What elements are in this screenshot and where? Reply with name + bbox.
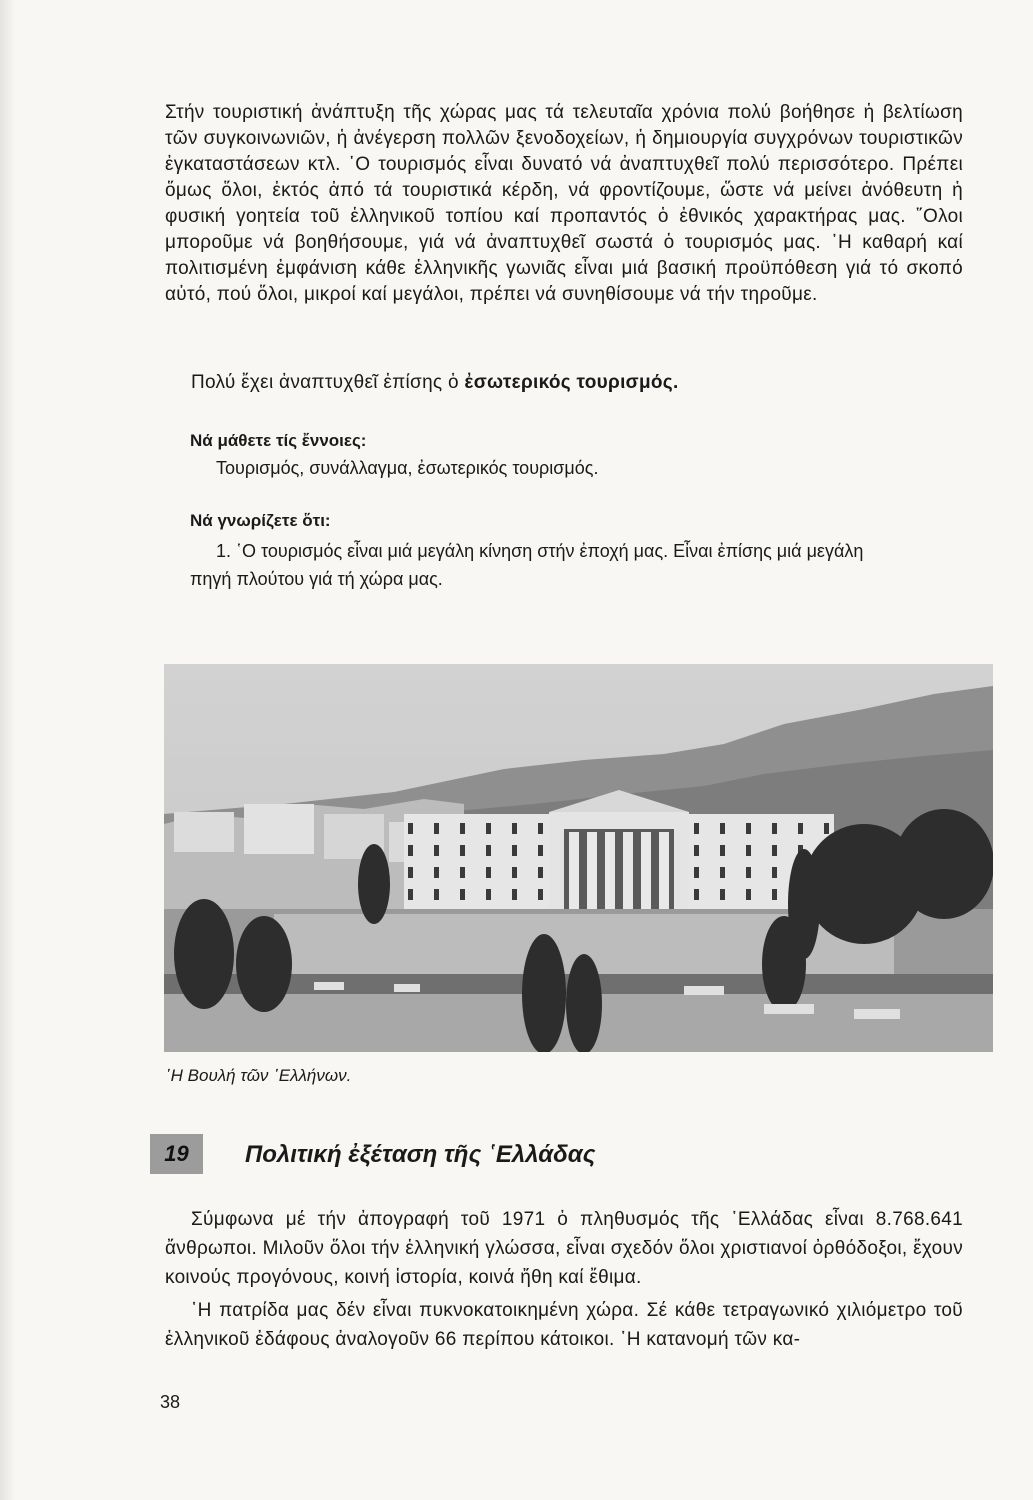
know-heading: Νά γνωρίζετε ὅτι: [190,511,331,530]
page-number: 38 [160,1392,181,1412]
section-number: 19 [150,1134,203,1174]
know-item-line-2: πηγή πλούτου γιά τή χώρα μας. [190,569,443,589]
know-item-line-1: 1. ῾Ο τουρισμός εἶναι μιά μεγάλη κίνηση στήν ἐποχή μας. Εἶναι ἐπίσης μιά μεγάλη [216,541,864,561]
photo-caption: ῾Η Βουλή τῶν ῾Ελλήνων. [165,1066,352,1085]
domestic-tourism-text: Πολύ ἔχει ἀναπτυχθεῖ ἐπίσης ὁ [191,372,465,393]
section-paragraph-2: ῾Η πατρίδα μας δέν εἶναι πυκνοκατοικημένη χώρα. Σέ κάθε τετραγωνικό χιλιόμετρο τοῦ ἑλληνικοῦ ἐδάφους ἀναλογοῦν 66 περίπου κάτοικοι. ῾Η κατανομή τῶν κα- [165,1300,963,1350]
tourism-paragraph [165,100,963,308]
domestic-tourism-term: ἐσωτερικός τουρισμός. [464,372,679,393]
page-edge-shadow [0,0,14,1500]
tourism-text: Στήν τουριστική ἀνάπτυξη τῆς χώρας μας τά τελευταῖα χρόνια πολύ βοήθησε ἡ βελτίωση τῶν συγκοινωνιῶν, ἡ ἀνέγερση πολλῶν ξενοδοχείων, ἡ δημιουργία συγχρόνων τουριστικῶν ἐγκαταστάσεων κτλ. ῾Ο τουρισμός εἶναι δυνατό νά ἀναπτυχθεῖ πολύ περισσότερο. Πρέπει ὅμως ὅλοι, ἐκτός ἀπό τά τουριστικά κέρδη, νά φροντίζουμε, ὥστε νά μείνει ἀνόθευτη ἡ φυσική γοητεία τοῦ ἑλληνικοῦ τοπίου καί προπαντός ὁ ἐθνικός χαρακτήρας μας. ῞Ολοι μποροῦμε νά βοηθήσουμε, γιά νά ἀναπτυχθεῖ σωστά ὁ τουρισμός μας. ῾Η καθαρή καί πολιτισμένη ἐμφάνιση κάθε ἑλληνικῆς γωνιᾶς εἶναι μιά βασική προϋπόθεση γιά τό σκοπό αὐτό, πού ὅλοι, μικροί καί μεγάλοι, πρέπει νά συνηθίσουμε νά τήν τηροῦμε. [165,102,963,305]
parliament-photo [164,664,993,1052]
section-paragraph-1: Σύμφωνα μέ τήν ἀπογραφή τοῦ 1971 ὁ πληθυσμός τῆς ῾Ελλάδας εἶναι 8.768.641 ἄνθρωποι. Μιλοῦν ὅλοι τήν ἑλληνική γλώσσα, εἶναι σχεδόν ὅλοι χριστιανοί ὀρθόδοξοι, ἔχουν κοινούς προγόνους, κοινή ἱστορία, κοινά ἤθη καί ἔθιμα. [165,1209,963,1288]
section-title: Πολιτική ἐξέταση τῆς ῾Ελλάδας [245,1141,596,1168]
domestic-tourism-paragraph [165,370,963,396]
learn-terms: Τουρισμός, συνάλλαγμα, ἐσωτερικός τουρισμός. [216,458,599,478]
learn-heading: Νά μάθετε τίς ἔννοιες: [190,431,367,450]
